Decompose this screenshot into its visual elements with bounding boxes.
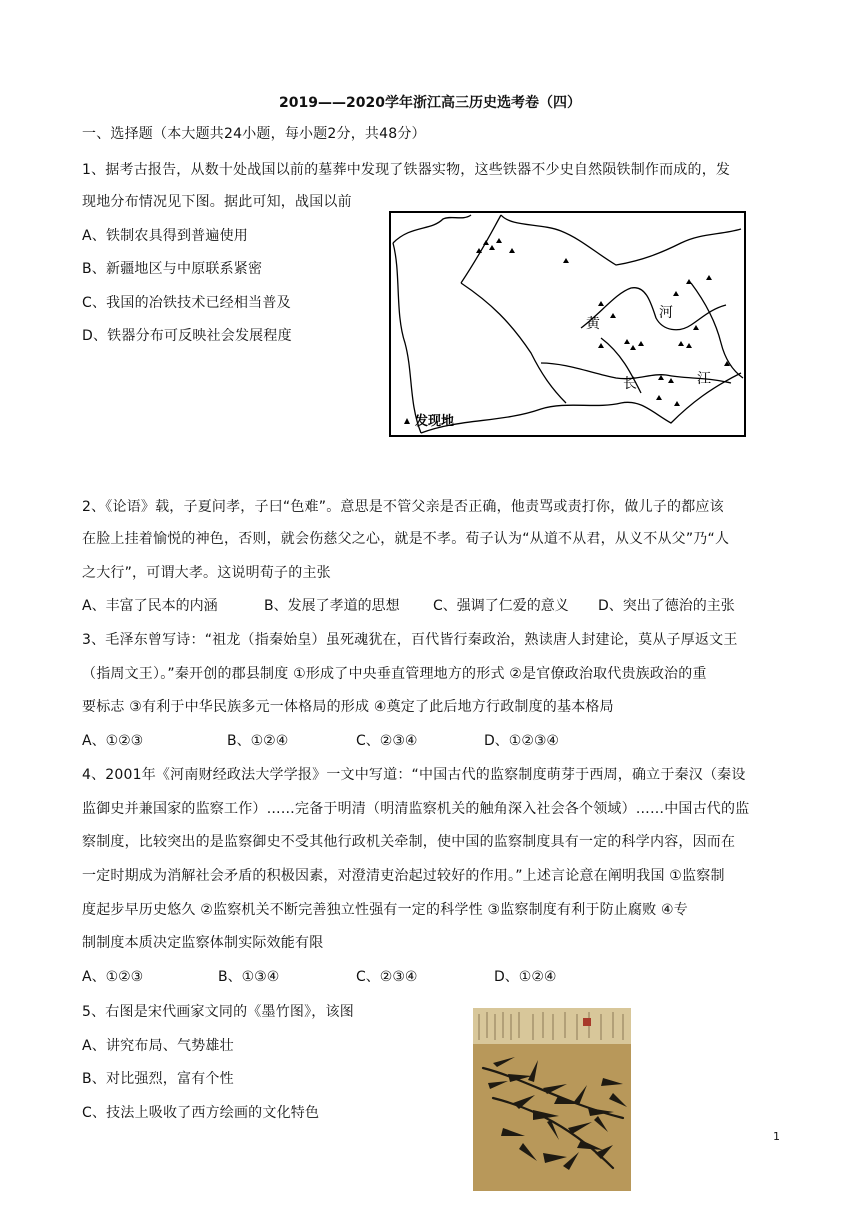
- q4-option-d: D、①②④: [494, 969, 557, 985]
- q2-stem-line2: 在脸上挂着愉悦的神色，否则，就会伤慈父之心，就是不孝。荀子认为“从道不从君，从义不从父”乃“人: [82, 531, 730, 547]
- q1-option-d: D、铁器分布可反映社会发展程度: [82, 328, 292, 344]
- q3-option-c: C、②③④: [356, 733, 418, 749]
- q2-stem-line1: 2、《论语》载，子夏问孝，子曰“色难”。意思是不管父亲是否正确，他责骂或责打你，做儿子的都应该: [82, 499, 724, 515]
- q4-stem-line3: 察制度，比较突出的是监察御史不受其他行政机关牵制，使中国的监察制度具有一定的科学内容，因而在: [82, 834, 736, 850]
- q1-option-b: B、新疆地区与中原联系紧密: [82, 261, 263, 277]
- q1-option-a: A、铁制农具得到普遍使用: [82, 228, 248, 244]
- q3-option-d: D、①②③④: [484, 733, 559, 749]
- q3-stem-line3: 要标志 ③有利于中华民族多元一体格局的形成 ④奠定了此后地方行政制度的基本格局: [82, 699, 614, 715]
- yangtze-label-jiang: 江: [697, 371, 711, 387]
- yellow-river-label-huang: 黄: [586, 316, 600, 332]
- discovery-markers: [476, 238, 730, 406]
- q4-option-a: A、①②③: [82, 969, 144, 985]
- q2-option-a: A、丰富了民本的内涵: [82, 598, 218, 614]
- q2-stem-line3: 之大行”，可谓大孝。这说明荀子的主张: [82, 565, 331, 581]
- q4-stem-line6: 制制度本质决定监察体制实际效能有限: [82, 935, 324, 951]
- q5-option-a: A、讲究布局、气势雄壮: [82, 1038, 234, 1054]
- q4-option-b: B、①③④: [218, 969, 280, 985]
- q4-stem-line2: 监御史并兼国家的监察工作）……完备于明清（明清监察机关的触角深入社会各个领域）……中国古代的监: [82, 801, 750, 817]
- section-heading: 一、选择题（本大题共24小题，每小题2分，共48分）: [82, 126, 426, 142]
- q3-option-a: A、①②③: [82, 733, 144, 749]
- q5-option-c: C、技法上吸收了西方绘画的文化特色: [82, 1105, 320, 1121]
- q2-option-b: B、发展了孝道的思想: [264, 598, 400, 614]
- q3-stem-line1: 3、毛泽东曾写诗：“祖龙（指秦始皇）虽死魂犹在，百代皆行秦政治，熟读唐人封建论，莫从子厚返文王: [82, 632, 738, 648]
- page-number: 1: [773, 1130, 780, 1143]
- yangtze-label-chang: 长: [623, 376, 637, 392]
- q1-stem-line1: 1、据考古报告，从数十处战国以前的墓葬中发现了铁器实物，这些铁器不少史自然陨铁制作而成的，发: [82, 162, 731, 178]
- q4-option-c: C、②③④: [356, 969, 418, 985]
- legend-triangle-icon: [404, 418, 410, 424]
- q5-stem-line1: 5、右图是宋代画家文同的《墨竹图》，该图: [82, 1004, 354, 1020]
- q3-option-b: B、①②④: [227, 733, 289, 749]
- q4-stem-line5: 度起步早历史悠久 ②监察机关不断完善独立性强有一定的科学性 ③监察制度有利于防止腐败 ④专: [82, 902, 689, 918]
- iron-discovery-map: [389, 211, 746, 437]
- q3-stem-line2: （指周文王）。”秦开创的郡县制度 ①形成了中央垂直管理地方的形式 ②是官僚政治取代贵族政治的重: [82, 666, 707, 682]
- ink-bamboo-painting: [473, 1008, 631, 1191]
- map-figure: [391, 213, 744, 435]
- q4-stem-line4: 一定时期成为消解社会矛盾的积极因素，对澄清吏治起过较好的作用。”上述言论意在阐明我国 ①监察制: [82, 868, 725, 884]
- yellow-river-label-he: 河: [659, 305, 673, 321]
- q1-stem-line2: 现地分布情况见下图。据此可知，战国以前: [82, 194, 352, 210]
- exam-title: 2019——2020学年浙江高三历史选考卷（四）: [279, 95, 581, 111]
- legend-label: 发现地: [415, 414, 455, 429]
- q5-option-b: B、对比强烈，富有个性: [82, 1071, 234, 1087]
- q2-option-c: C、强调了仁爱的意义: [433, 598, 569, 614]
- q2-option-d: D、突出了德治的主张: [598, 598, 735, 614]
- q1-option-c: C、我国的冶铁技术已经相当普及: [82, 295, 291, 311]
- q4-stem-line1: 4、2001年《河南财经政法大学学报》一文中写道：“中国古代的监察制度萌芽于西周，确立于秦汉（秦设: [82, 767, 746, 783]
